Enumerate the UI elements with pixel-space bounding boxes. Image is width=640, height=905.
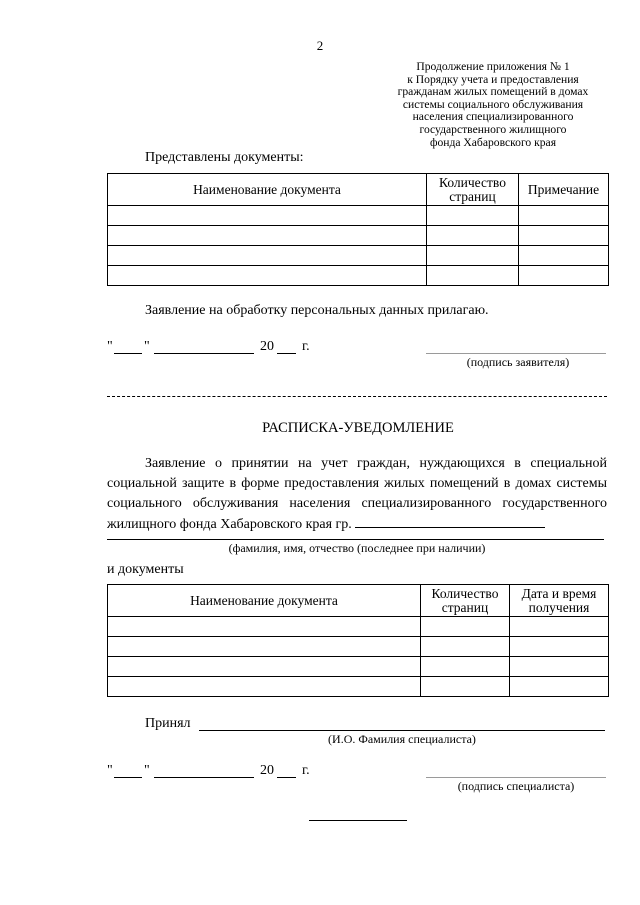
page-number: 2	[316, 38, 324, 53]
appendix-line: фонда Хабаровского края	[429, 135, 557, 149]
appendix-line: Продолжение приложения № 1	[416, 60, 570, 73]
table-cell[interactable]	[519, 246, 609, 266]
year-prefix: 20	[260, 763, 274, 778]
table-cell[interactable]	[510, 657, 609, 677]
table-cell[interactable]	[519, 206, 609, 226]
citizen-name-field-continued[interactable]	[107, 539, 604, 540]
column-header-received-datetime: Дата и время получения	[510, 585, 609, 617]
applicant-signature-line[interactable]	[426, 353, 606, 354]
date-open-quote: "	[107, 339, 113, 354]
table-cell[interactable]	[421, 617, 510, 637]
column-header-name: Наименование документа	[108, 585, 421, 617]
table-row	[108, 246, 609, 266]
table-cell[interactable]	[510, 637, 609, 657]
date-close-quote: "	[144, 763, 150, 778]
table-cell[interactable]	[108, 637, 421, 657]
month-field[interactable]	[154, 777, 254, 778]
appendix-line: населения специализированного	[412, 110, 574, 124]
specialist-signature-line[interactable]	[426, 777, 606, 778]
table-cell[interactable]	[108, 246, 427, 266]
closing-rule	[309, 820, 407, 821]
column-header-note: Примечание	[519, 174, 609, 206]
table-cell[interactable]	[108, 206, 427, 226]
cut-line-divider	[107, 396, 607, 397]
table-cell[interactable]	[421, 637, 510, 657]
table-row	[108, 206, 609, 226]
table-row	[108, 637, 609, 657]
specialist-signature-caption: (подпись специалиста)	[457, 779, 575, 793]
table-cell[interactable]	[427, 266, 519, 286]
accepted-by-label: Принял	[145, 716, 191, 731]
table-cell[interactable]	[510, 677, 609, 697]
table-cell[interactable]	[108, 677, 421, 697]
year-prefix: 20	[260, 339, 274, 354]
year-field[interactable]	[277, 777, 296, 778]
table-cell[interactable]	[421, 657, 510, 677]
appendix-reference	[384, 61, 602, 149]
table-row	[108, 677, 609, 697]
applicant-signature-caption: (подпись заявителя)	[466, 355, 570, 369]
table-cell[interactable]	[519, 266, 609, 286]
table-cell[interactable]	[108, 226, 427, 246]
table-row	[108, 226, 609, 246]
fio-caption: (фамилия, имя, отчество (последнее при наличии)	[228, 541, 486, 555]
citizen-name-field[interactable]	[355, 516, 545, 528]
table-cell[interactable]	[510, 617, 609, 637]
day-field[interactable]	[114, 777, 142, 778]
specialist-caption: (И.О. Фамилия специалиста)	[328, 732, 476, 746]
table-row	[108, 657, 609, 677]
received-documents-table	[107, 584, 609, 697]
table-cell[interactable]	[427, 246, 519, 266]
receipt-paragraph-text: Заявление о принятии на учет граждан, нуждающихся в специальной социальной защите в форме предоставления жилых помещений в домах системы социального обслуживания населения специализированного государственного жилищного фонда Хабаровского края гр.	[107, 456, 607, 532]
specialist-name-field[interactable]	[199, 730, 605, 731]
table-cell[interactable]	[427, 226, 519, 246]
receipt-title: РАСПИСКА-УВЕДОМЛЕНИЕ	[262, 420, 454, 436]
year-suffix: г.	[302, 763, 310, 778]
appendix-line: к Порядку учета и предоставления	[407, 72, 579, 86]
table-row	[108, 266, 609, 286]
column-header-name: Наименование документа	[108, 174, 427, 206]
table-cell[interactable]	[108, 657, 421, 677]
appendix-line: гражданам жилых помещений в домах	[397, 85, 589, 99]
table-cell[interactable]	[427, 206, 519, 226]
and-documents-label: и документы	[107, 562, 184, 577]
table-cell[interactable]	[108, 617, 421, 637]
table-row	[108, 617, 609, 637]
table-cell[interactable]	[421, 677, 510, 697]
column-header-pages: Количество страниц	[427, 174, 519, 206]
column-header-pages: Количество страниц	[421, 585, 510, 617]
table-cell[interactable]	[108, 266, 427, 286]
table-header-row	[108, 174, 609, 206]
consent-text: Заявление на обработку персональных данных прилагаю.	[145, 303, 489, 318]
date-open-quote: "	[107, 763, 113, 778]
receipt-paragraph	[107, 454, 607, 535]
appendix-line: системы социального обслуживания	[402, 97, 584, 111]
docs-presented-label: Представлены документы:	[145, 150, 304, 165]
table-header-row	[108, 585, 609, 617]
year-field[interactable]	[277, 353, 296, 354]
day-field[interactable]	[114, 353, 142, 354]
appendix-line: государственного жилищного	[419, 122, 567, 136]
documents-table	[107, 173, 609, 286]
date-close-quote: "	[144, 339, 150, 354]
table-cell[interactable]	[519, 226, 609, 246]
year-suffix: г.	[302, 339, 310, 354]
month-field[interactable]	[154, 353, 254, 354]
